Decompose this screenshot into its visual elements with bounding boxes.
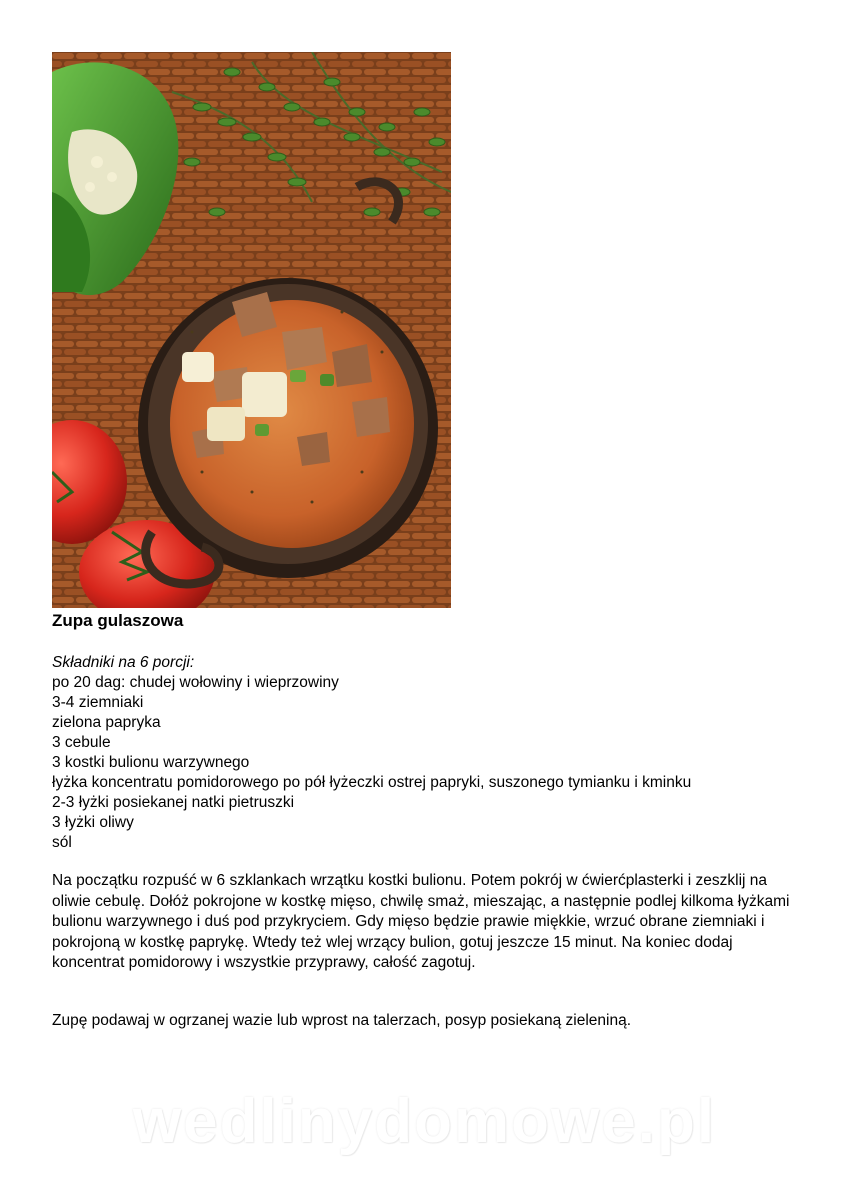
soup-photo xyxy=(52,52,451,608)
ingredient-item: 3 kostki bulionu warzywnego xyxy=(52,754,250,771)
ingredient-item: 3 cebule xyxy=(52,734,111,751)
ingredient-item: zielona papryka xyxy=(52,714,161,731)
ingredient-item: 3 łyżki oliwy xyxy=(52,814,134,831)
ingredient-item: 3-4 ziemniaki xyxy=(52,694,144,711)
ingredient-item: po 20 dag: chudej wołowiny i wieprzowiny xyxy=(52,674,339,691)
ingredient-item: łyżka koncentratu pomidorowego po pół łyżeczki ostrej papryki, suszonego tymianku i kminku xyxy=(52,774,692,791)
ingredients-list xyxy=(52,653,812,853)
serving-paragraph: Zupę podawaj w ogrzanej wazie lub wprost na talerzach, posyp posiekaną zieleniną. xyxy=(52,1012,632,1029)
ingredient-item: sól xyxy=(52,834,72,851)
recipe-title: Zupa gulaszowa xyxy=(52,611,184,630)
instructions-paragraph: Na początku rozpuść w 6 szklankach wrzątku kostki bulionu. Potem pokrój w ćwierćplasterki i zeszklij na oliwie cebulę. Dołóż pokrojone w kostkę mięso, chwilę smaż, mieszając, a następnie podlej kilkoma łyżkami bulionu warzywnego i duś pod przykryciem. Gdy mięso będzie prawie miękkie, wrzuć obrane ziemniaki i pokrojoną w kostkę paprykę. Wtedy też wlej wrzący bulion, gotuj jeszcze 15 minut. Na koniec dodaj koncentrat pomidorowy i wszystkie przyprawy, całość zagotuj. xyxy=(52,872,790,971)
ingredient-item: 2-3 łyżki posiekanej natki pietruszki xyxy=(52,794,295,811)
ingredients-heading: Składniki na 6 porcji: xyxy=(52,654,195,671)
watermark: wedlinydomowe.pl xyxy=(132,1087,717,1156)
